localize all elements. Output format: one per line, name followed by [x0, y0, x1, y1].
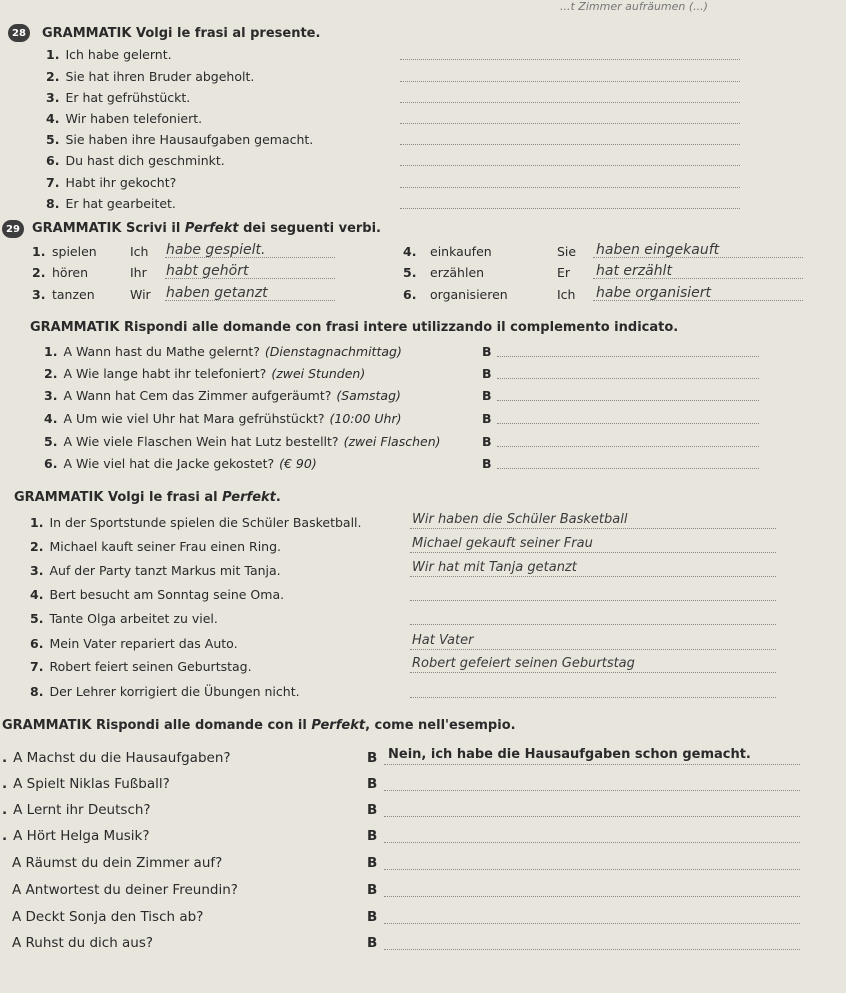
- heading-instruction-post: .: [275, 490, 281, 505]
- answer-line: [497, 356, 759, 357]
- item-number: 6.: [403, 287, 417, 302]
- item-number: 6.: [30, 636, 44, 651]
- item-hint: (Dienstagnachmittag): [264, 344, 402, 359]
- item-text: Wir haben telefoniert.: [65, 111, 203, 126]
- heading-instruction-em: Perfekt: [184, 221, 239, 236]
- handwritten-answer: Wir haben die Schüler Basketball: [412, 512, 628, 527]
- exercise-item: [6, 882, 238, 898]
- answer-line: [400, 102, 740, 103]
- answer-line: [400, 81, 740, 82]
- speaker-b-label: B: [367, 909, 378, 925]
- exercise-item: [30, 587, 284, 602]
- speaker-b-label: B: [482, 456, 492, 471]
- speaker-b-label: B: [482, 434, 492, 449]
- verb-infinitive: organisieren: [430, 287, 508, 302]
- item-number: 4.: [44, 411, 58, 426]
- item-text: Du hast dich geschminkt.: [65, 153, 225, 168]
- answer-line: [384, 790, 800, 791]
- item-number: 8.: [30, 684, 44, 699]
- speaker-b-label: B: [482, 388, 492, 403]
- exercise-item: [44, 366, 365, 381]
- exercise-item: [46, 69, 254, 84]
- handwritten-answer: Hat Vater: [412, 633, 474, 648]
- item-text: Auf der Party tanzt Markus mit Tanja.: [49, 563, 281, 578]
- item-hint: (zwei Stunden): [271, 366, 366, 381]
- item-number: 5.: [30, 611, 44, 626]
- item-text: A Wie viel hat die Jacke gekostet?: [63, 456, 275, 471]
- exercise-item: [46, 90, 190, 105]
- answer-line: [384, 869, 800, 870]
- example-answer: Nein, ich habe die Hausaufgaben schon gemacht.: [388, 747, 751, 762]
- item-text: Habt ihr gekocht?: [65, 175, 177, 190]
- exercise-item: [30, 659, 252, 674]
- answer-line: [165, 300, 335, 301]
- pronoun: Ich: [557, 287, 576, 302]
- heading-title: GRAMMATIK: [42, 26, 132, 41]
- item-number: 7.: [30, 659, 44, 674]
- answer-line: [384, 949, 800, 950]
- item-number: .: [2, 750, 8, 766]
- speaker-b-label: B: [367, 750, 378, 766]
- answer-line: [410, 528, 776, 529]
- item-number: 4.: [403, 244, 417, 259]
- answer-line: [400, 144, 740, 145]
- exercise-heading: [32, 221, 381, 236]
- answer-line: [400, 208, 740, 209]
- handwritten-answer: haben getanzt: [166, 285, 268, 301]
- handwritten-answer: habe organisiert: [596, 285, 711, 301]
- pronoun: Ich: [130, 244, 149, 259]
- exercise-item: [44, 434, 441, 449]
- item-text: A Ruhst du dich aus?: [12, 935, 154, 951]
- answer-line: [410, 552, 776, 553]
- exercise-item: [30, 539, 281, 554]
- exercise-item: [46, 153, 225, 168]
- heading-instruction: Volgi le frasi al presente.: [135, 26, 321, 41]
- answer-line: [400, 187, 740, 188]
- item-number: .: [2, 802, 8, 818]
- exercise-item: [30, 563, 281, 578]
- heading-title: GRAMMATIK: [14, 490, 104, 505]
- item-text: A Lernt ihr Deutsch?: [13, 802, 151, 818]
- item-number: 1.: [30, 515, 44, 530]
- item-number: 1.: [32, 244, 46, 259]
- answer-line: [593, 300, 803, 301]
- heading-instruction: Rispondi alle domande con frasi intere utilizzando il complemento indicato.: [123, 320, 679, 335]
- item-text: A Machst du die Hausaufgaben?: [13, 750, 231, 766]
- pronoun: Er: [557, 265, 571, 280]
- item-text: Ich habe gelernt.: [65, 47, 172, 62]
- item-number: 2.: [32, 265, 46, 280]
- handwritten-answer: Robert gefeiert seinen Geburtstag: [412, 656, 635, 671]
- item-number: 5.: [44, 434, 58, 449]
- item-text: A Deckt Sonja den Tisch ab?: [12, 909, 204, 925]
- heading-instruction-pre: Rispondi alle domande con il: [95, 718, 312, 733]
- item-number: 6.: [46, 153, 60, 168]
- item-number: 4.: [46, 111, 60, 126]
- exercise-item: [30, 636, 238, 651]
- item-text: A Um wie viel Uhr hat Mara gefrühstückt?: [63, 411, 325, 426]
- answer-line: [410, 697, 776, 698]
- exercise-item: [30, 611, 218, 626]
- verb-infinitive: hören: [52, 265, 89, 280]
- handwritten-answer: hat erzählt: [596, 263, 672, 279]
- speaker-b-label: B: [367, 935, 378, 951]
- item-number: 1.: [46, 47, 60, 62]
- exercise-heading: [14, 490, 281, 505]
- answer-line: [410, 600, 776, 601]
- item-text: In der Sportstunde spielen die Schüler Basketball.: [49, 515, 362, 530]
- answer-line: [593, 257, 803, 258]
- answer-line: [400, 59, 740, 60]
- verb-infinitive: einkaufen: [430, 244, 492, 259]
- exercise-item: [44, 344, 402, 359]
- answer-line: [497, 446, 759, 447]
- item-text: A Räumst du dein Zimmer auf?: [12, 855, 223, 871]
- exercise-item: [2, 828, 150, 844]
- exercise-item: [2, 776, 170, 792]
- answer-line: [410, 672, 776, 673]
- answer-line: [497, 423, 759, 424]
- exercise-item: [30, 684, 300, 699]
- answer-line: [165, 278, 335, 279]
- item-number: 8.: [46, 196, 60, 211]
- item-text: Michael kauft seiner Frau einen Ring.: [49, 539, 281, 554]
- answer-line: [410, 649, 776, 650]
- handwritten-answer: Wir hat mit Tanja getanzt: [412, 560, 577, 575]
- item-number: 1.: [44, 344, 58, 359]
- item-text: Der Lehrer korrigiert die Übungen nicht.: [49, 684, 300, 699]
- item-number: 3.: [32, 287, 46, 302]
- pronoun: Sie: [557, 244, 577, 259]
- exercise-number-badge: 28: [8, 24, 30, 42]
- item-text: A Wann hat Cem das Zimmer aufgeräumt?: [63, 388, 332, 403]
- item-number: .: [2, 828, 8, 844]
- answer-line: [400, 123, 740, 124]
- item-text: A Hört Helga Musik?: [13, 828, 150, 844]
- answer-line: [384, 842, 800, 843]
- item-hint: (Samstag): [336, 388, 401, 403]
- exercise-item: [2, 802, 151, 818]
- speaker-b-label: B: [367, 882, 378, 898]
- item-text: A Wann hast du Mathe gelernt?: [63, 344, 260, 359]
- item-number: 3.: [30, 563, 44, 578]
- exercise-item: [2, 750, 231, 766]
- speaker-b-label: B: [367, 828, 378, 844]
- heading-instruction-post: dei seguenti verbi.: [238, 221, 381, 236]
- exercise-number-badge: 29: [2, 220, 24, 238]
- item-text: Mein Vater repariert das Auto.: [49, 636, 238, 651]
- item-number: 3.: [46, 90, 60, 105]
- verb-infinitive: spielen: [52, 244, 97, 259]
- item-hint: (€ 90): [279, 456, 317, 471]
- answer-line: [410, 624, 776, 625]
- item-text: A Antwortest du deiner Freundin?: [12, 882, 238, 898]
- item-number: .: [2, 776, 8, 792]
- pronoun: Ihr: [130, 265, 147, 280]
- exercise-item: [6, 855, 222, 871]
- handwritten-answer: haben eingekauft: [596, 242, 720, 258]
- exercise-item: [46, 196, 176, 211]
- verb-infinitive: tanzen: [52, 287, 95, 302]
- item-text: Sie haben ihre Hausaufgaben gemacht.: [65, 132, 314, 147]
- item-hint: (10:00 Uhr): [329, 411, 402, 426]
- handwritten-answer: Michael gekauft seiner Frau: [412, 536, 593, 551]
- speaker-b-label: B: [482, 344, 492, 359]
- answer-line: [497, 400, 759, 401]
- item-text: Robert feiert seinen Geburtstag.: [49, 659, 252, 674]
- item-number: 4.: [30, 587, 44, 602]
- answer-line: [384, 816, 800, 817]
- item-text: A Wie viele Flaschen Wein hat Lutz bestellt?: [63, 434, 339, 449]
- speaker-b-label: B: [482, 366, 492, 381]
- exercise-item: [46, 111, 202, 126]
- item-text: Bert besucht am Sonntag seine Oma.: [49, 587, 285, 602]
- item-text: A Spielt Niklas Fußball?: [13, 776, 170, 792]
- heading-instruction-em: Perfekt: [311, 718, 366, 733]
- item-number: 5.: [46, 132, 60, 147]
- verb-infinitive: erzählen: [430, 265, 485, 280]
- item-text: Tante Olga arbeitet zu viel.: [49, 611, 218, 626]
- heading-title: GRAMMATIK: [32, 221, 122, 236]
- speaker-b-label: B: [367, 855, 378, 871]
- exercise-item: [30, 515, 362, 530]
- answer-line: [400, 165, 740, 166]
- item-text: Er hat gefrühstückt.: [65, 90, 191, 105]
- pronoun: Wir: [130, 287, 151, 302]
- exercise-item: [44, 388, 401, 403]
- item-number: 6.: [44, 456, 58, 471]
- exercise-item: [44, 456, 317, 471]
- heading-title: GRAMMATIK: [30, 320, 120, 335]
- item-number: 3.: [44, 388, 58, 403]
- item-text: Er hat gearbeitet.: [65, 196, 176, 211]
- heading-instruction-pre: Volgi le frasi al: [107, 490, 223, 505]
- speaker-b-label: B: [482, 411, 492, 426]
- handwritten-answer: habe gespielt.: [166, 242, 266, 258]
- item-text: Sie hat ihren Bruder abgeholt.: [65, 69, 255, 84]
- answer-line: [593, 278, 803, 279]
- answer-line: [384, 764, 800, 765]
- answer-line: [384, 923, 800, 924]
- exercise-item: [46, 132, 313, 147]
- item-number: 2.: [44, 366, 58, 381]
- exercise-item: [46, 175, 176, 190]
- item-number: 7.: [46, 175, 60, 190]
- exercise-item: [44, 411, 401, 426]
- item-number: 5.: [403, 265, 417, 280]
- heading-instruction-em: Perfekt: [222, 490, 276, 505]
- heading-instruction-post: , come nell'esempio.: [365, 718, 516, 733]
- exercise-heading: [2, 718, 516, 733]
- handwritten-answer: habt gehört: [166, 263, 249, 279]
- item-number: 2.: [46, 69, 60, 84]
- exercise-heading: [42, 26, 320, 41]
- heading-title: GRAMMATIK: [2, 718, 92, 733]
- answer-line: [410, 576, 776, 577]
- item-number: 2.: [30, 539, 44, 554]
- answer-line: [497, 378, 759, 379]
- exercise-heading: [30, 320, 678, 335]
- speaker-b-label: B: [367, 776, 378, 792]
- top-fragment: ...t Zimmer aufräumen (...): [560, 0, 708, 13]
- answer-line: [165, 257, 335, 258]
- answer-line: [497, 468, 759, 469]
- answer-line: [384, 896, 800, 897]
- speaker-b-label: B: [367, 802, 378, 818]
- exercise-item: [6, 935, 153, 951]
- item-text: A Wie lange habt ihr telefoniert?: [63, 366, 267, 381]
- item-hint: (zwei Flaschen): [343, 434, 441, 449]
- exercise-item: [46, 47, 172, 62]
- exercise-item: [6, 909, 203, 925]
- heading-instruction-pre: Scrivi il: [125, 221, 185, 236]
